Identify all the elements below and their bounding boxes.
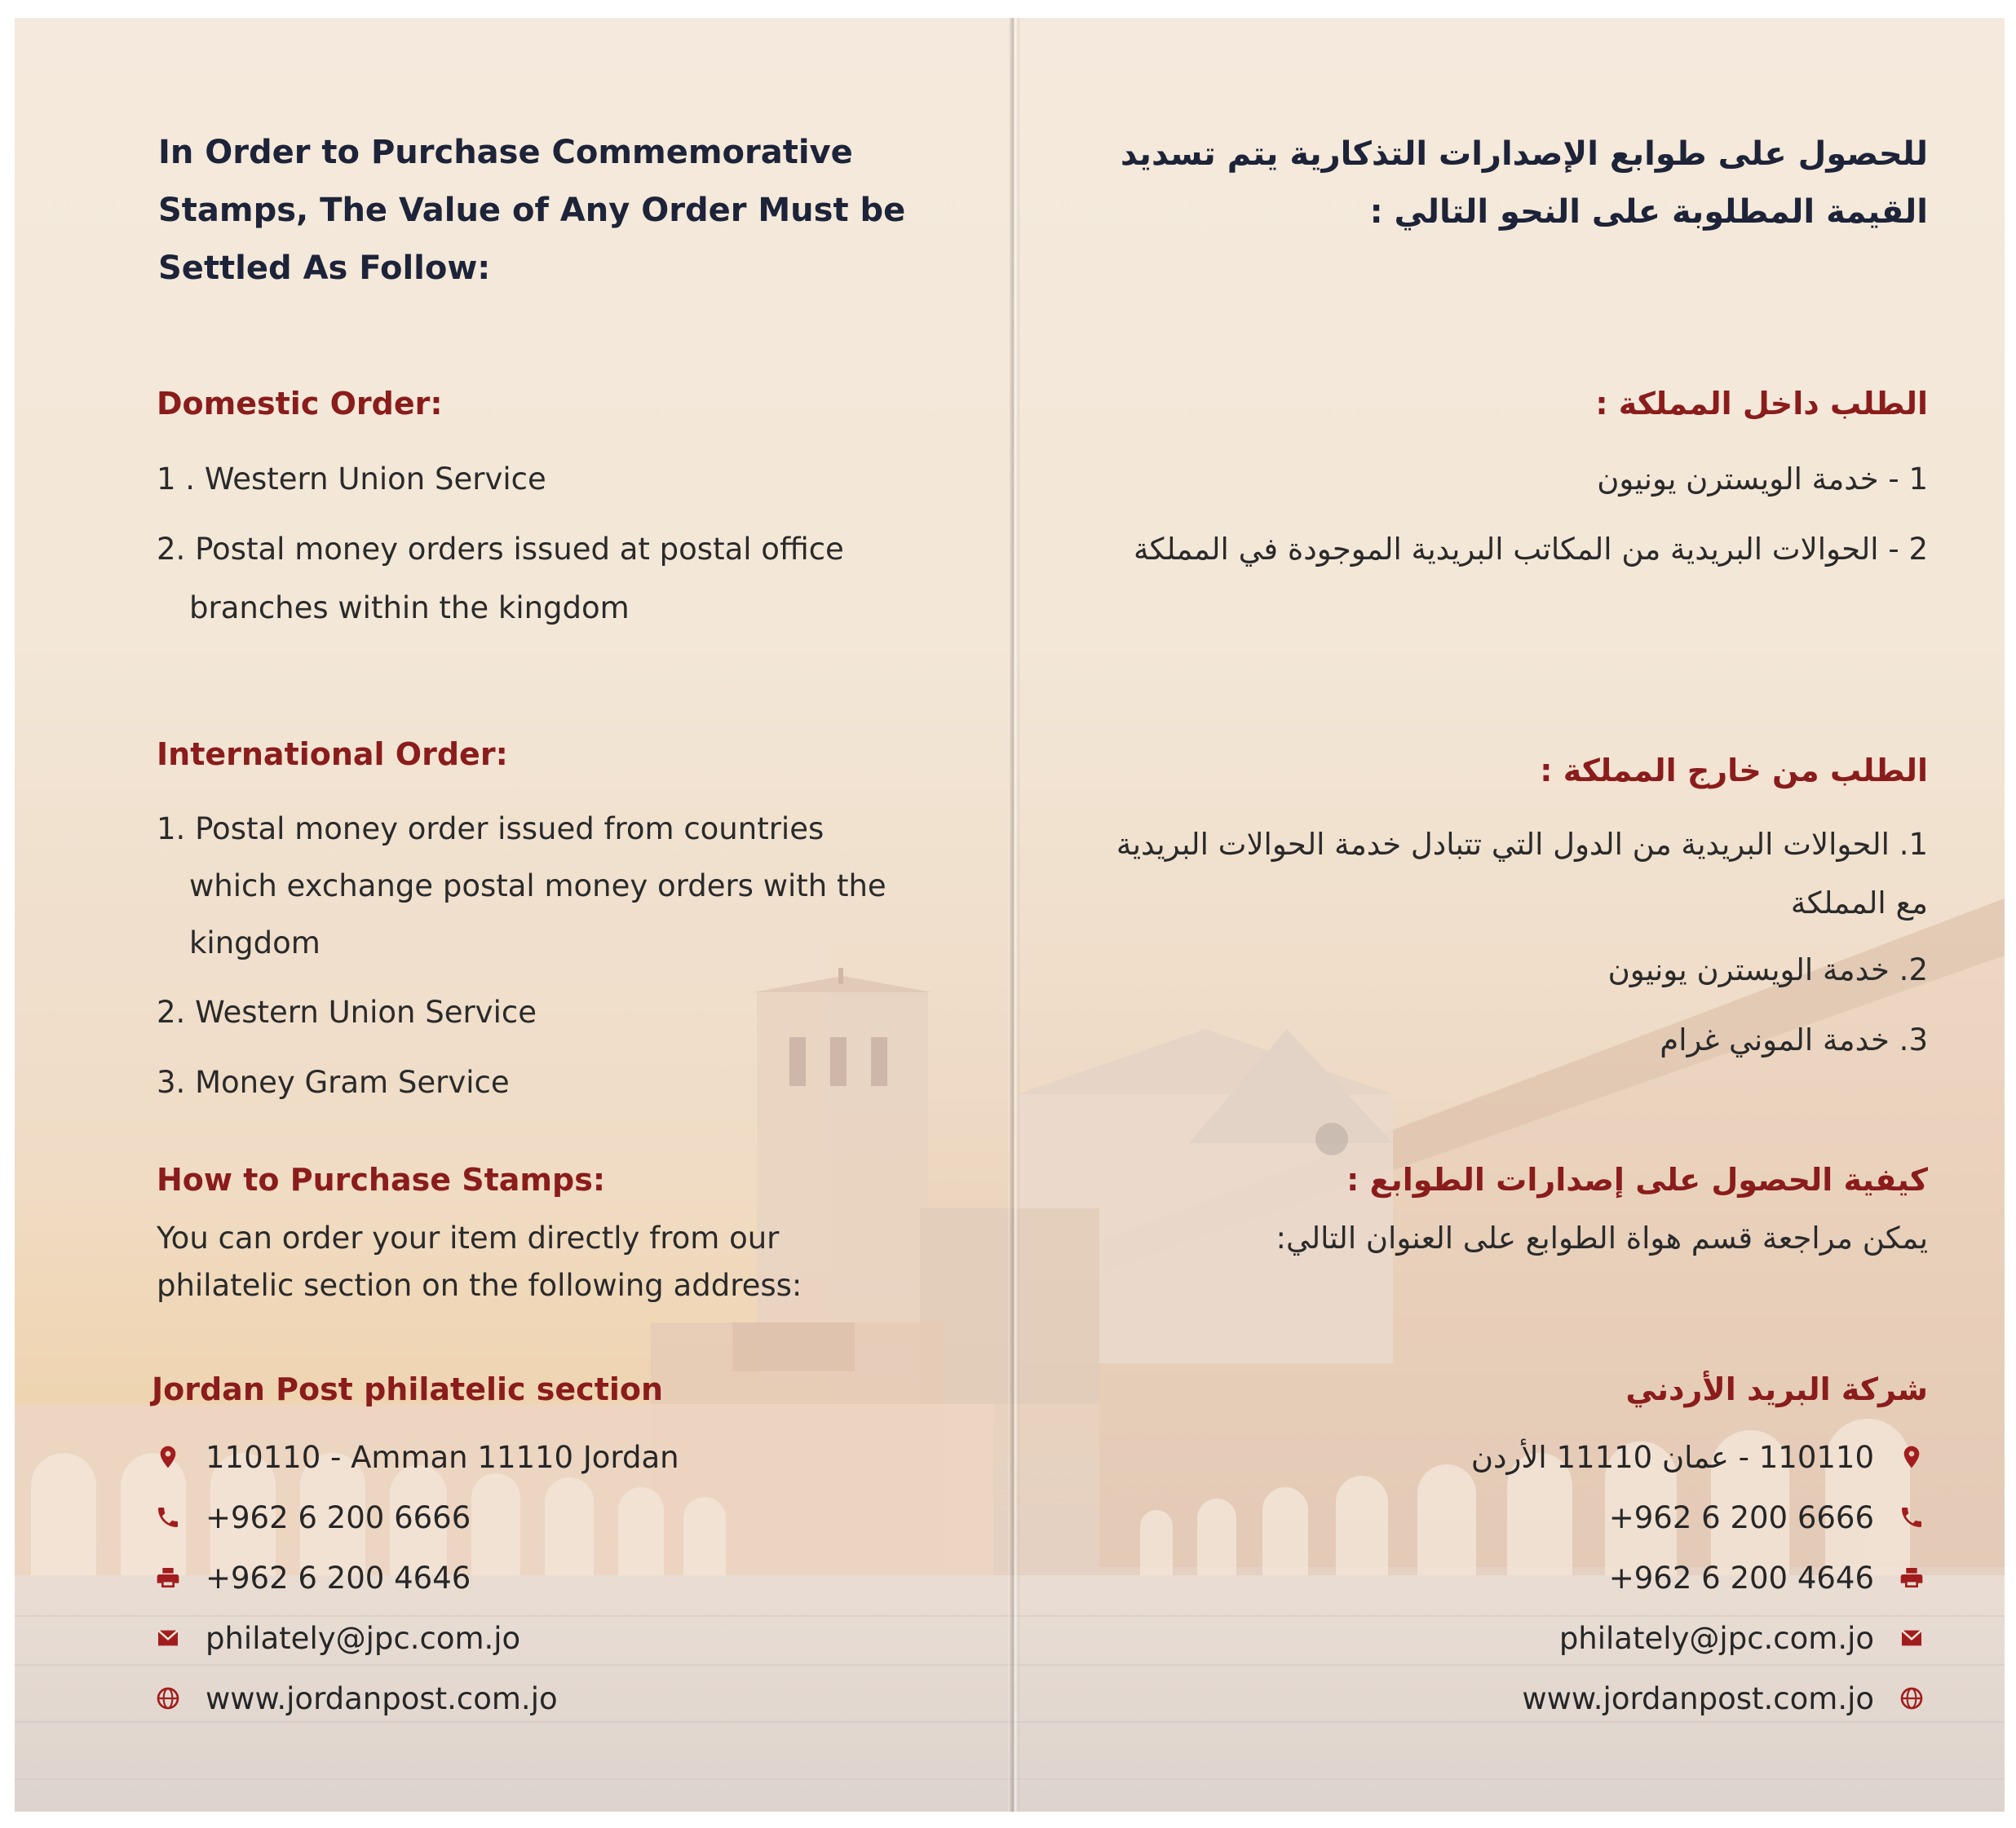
arabic-panel [1019,18,2005,1812]
arabic-contact-title: شركة البريد الأردني [1625,1371,1928,1407]
phone-icon [152,1501,184,1534]
english-domestic-list [157,450,907,638]
arabic-heading: للحصول على طوابع الإصدارات التذكارية يتم تسديد القيمة المطلوبة على النحو التالي : [1120,135,1928,231]
contact-address [1471,1427,1928,1487]
contact-phone[interactable] [1471,1487,1928,1548]
list-item: 2. Postal money orders issued at postal office branches within the kingdom [157,532,844,625]
globe-icon [1895,1682,1928,1715]
fax-printer-icon [1895,1561,1928,1594]
brochure [15,18,2005,1812]
fax-text: +962 6 200 4646 [1608,1560,1874,1596]
list-item: 1 - خدمة الويسترن يونيون [1597,461,1928,497]
list-item: 1. الحوالات البريدية من الدول التي تتبادل خدمة الحوالات البريدية مع المملكة [1116,827,1928,921]
fax-text: +962 6 200 4646 [206,1560,471,1596]
english-panel [15,18,1008,1812]
english-how-title: How to Purchase Stamps: [157,1162,606,1198]
arabic-international-list [1112,815,1928,1070]
email-link[interactable]: philately@jpc.com.jo [206,1620,521,1656]
arabic-domestic-list [1112,450,1928,579]
arabic-domestic-title: الطلب داخل المملكة : [1595,386,1928,422]
website-link[interactable]: www.jordanpost.com.jo [206,1680,558,1716]
address-text: 110110 - عمان 11110 الأردن [1470,1439,1874,1475]
english-contact-list [152,1427,679,1729]
phone-text: +962 6 200 6666 [206,1499,471,1535]
contact-address [152,1427,679,1487]
list-item: 3. خدمة الموني غرام [1660,1022,1928,1058]
english-contact-title: Jordan Post philatelic section [152,1371,664,1407]
contact-email[interactable] [1471,1608,1928,1668]
location-pin-icon [152,1441,184,1473]
contact-phone[interactable] [152,1487,679,1548]
globe-icon [152,1682,184,1715]
website-link[interactable]: www.jordanpost.com.jo [1522,1680,1874,1716]
list-item: 1 . Western Union Service [157,461,546,497]
arabic-international-title: الطلب من خارج المملكة : [1540,753,1928,788]
list-item: 3. Money Gram Service [157,1065,510,1100]
center-fold-line [1008,18,1019,1812]
english-international-title: International Order: [157,736,508,772]
contact-website[interactable] [152,1668,679,1729]
address-text: 110110 - Amman 11110 Jordan [206,1439,679,1475]
list-item: 2. خدمة الويسترن يونيون [1607,952,1928,987]
english-domestic-title: Domestic Order: [157,386,443,422]
list-item: 1. Postal money order issued from countries which exchange postal money orders with the kingdom [157,811,886,960]
arabic-how-text: يمكن مراجعة قسم هواة الطوابع على العنوان التالي: [1275,1221,1928,1256]
list-item: 2. Western Union Service [157,995,537,1030]
list-item: 2 - الحوالات البريدية من المكاتب البريدية الموجودة في المملكة [1133,532,1928,567]
envelope-icon [152,1622,184,1654]
contact-fax [1471,1548,1928,1608]
location-pin-icon [1895,1441,1928,1473]
english-heading: In Order to Purchase Commemorative Stamps, The Value of Any Order Must be Settled As Follow: [158,134,906,287]
arabic-contact-list [1471,1427,1928,1729]
english-how-text: You can order your item directly from our philatelic section on the following address: [157,1221,802,1303]
contact-fax [152,1548,679,1608]
email-link[interactable]: philately@jpc.com.jo [1558,1620,1874,1656]
contact-website[interactable] [1471,1668,1928,1729]
english-international-list [157,801,907,1112]
phone-text: +962 6 200 6666 [1608,1499,1874,1535]
phone-icon [1895,1501,1928,1534]
envelope-icon [1895,1622,1928,1654]
fax-printer-icon [152,1561,184,1594]
arabic-how-title: كيفية الحصول على إصدارات الطوابع : [1346,1162,1928,1198]
contact-email[interactable] [152,1608,679,1668]
